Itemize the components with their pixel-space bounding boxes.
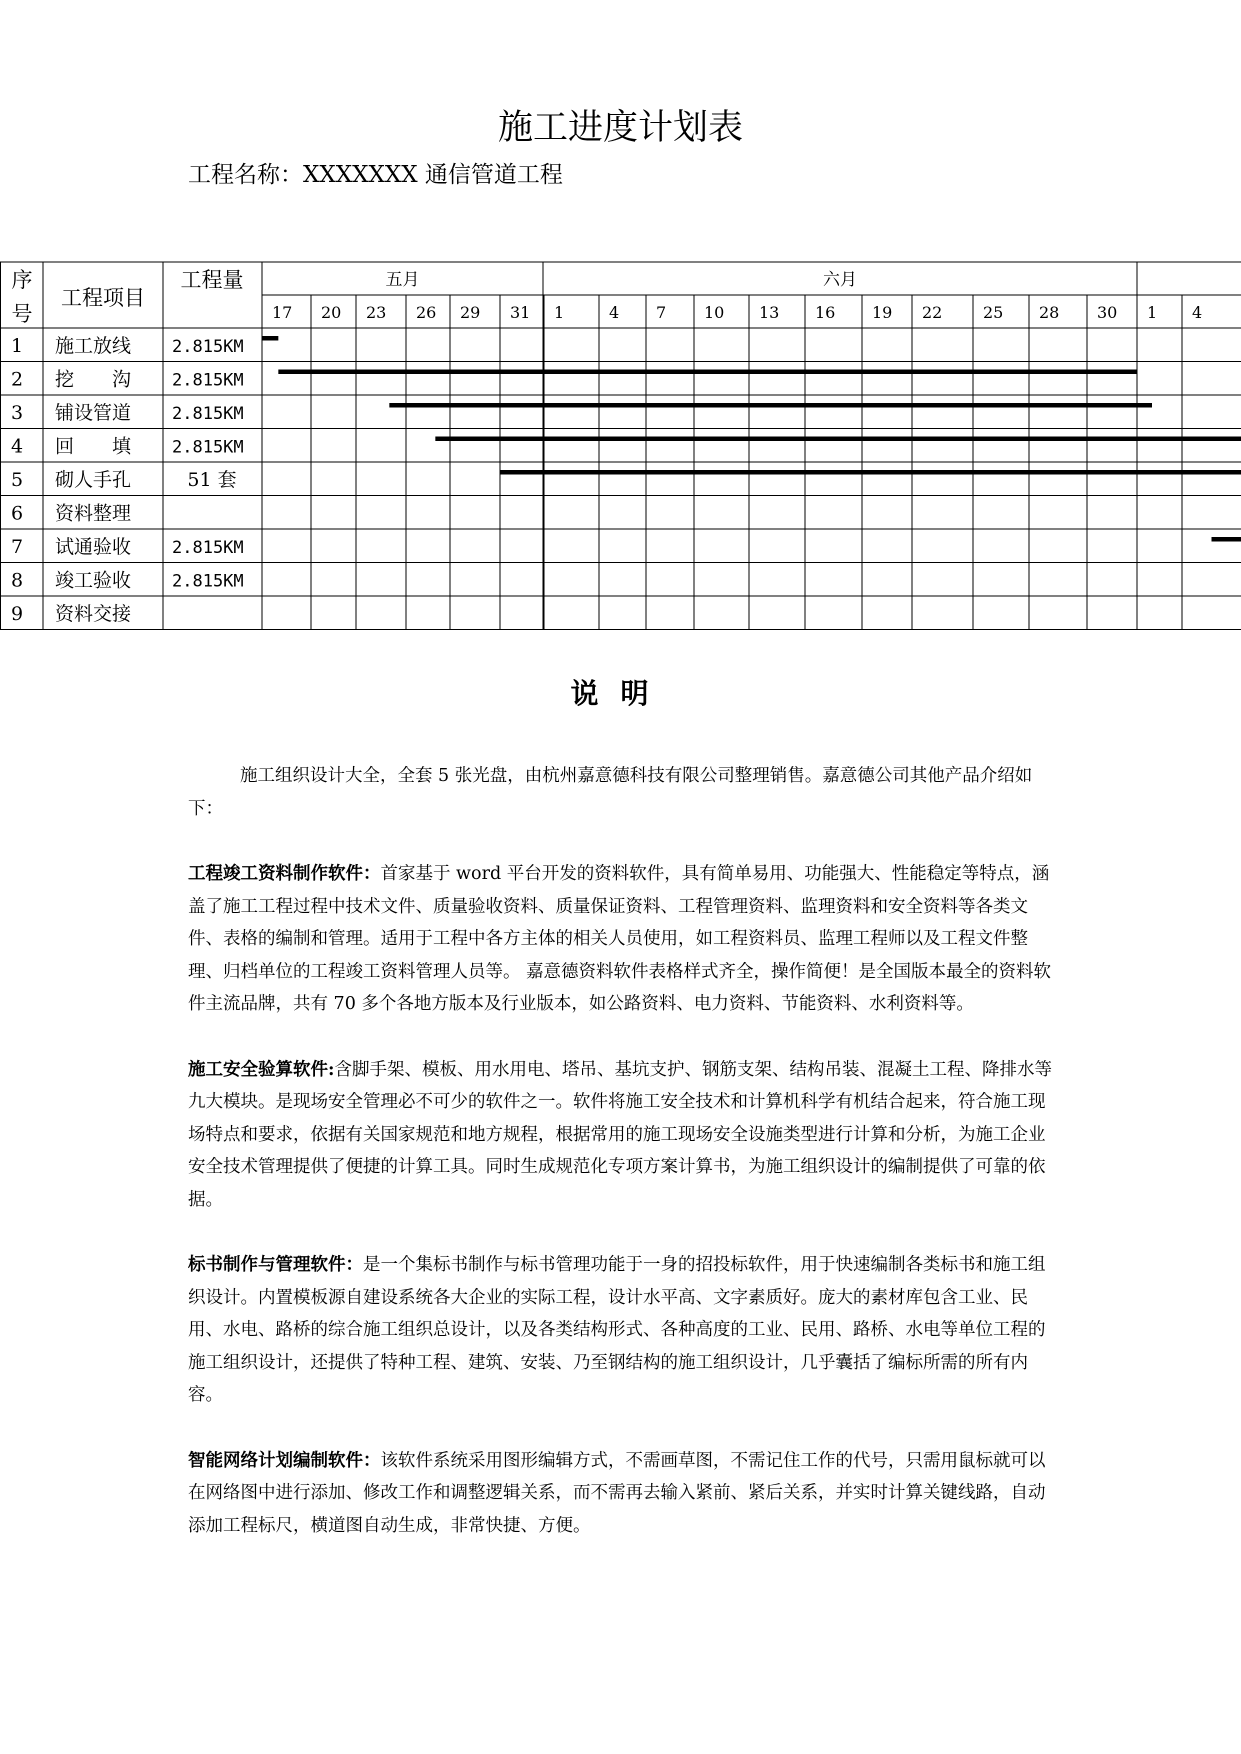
day-label: 17 [272, 303, 293, 322]
row-number: 8 [11, 569, 24, 592]
row-number: 7 [11, 535, 24, 558]
row-number: 5 [11, 468, 24, 491]
day-label: 16 [815, 303, 836, 322]
row-number: 4 [11, 435, 24, 458]
day-label: 31 [510, 303, 531, 322]
row-quantity: 51 套 [187, 468, 237, 491]
header-item-label: 工程项目 [61, 286, 145, 310]
row-item: 资料整理 [55, 502, 132, 525]
day-label: 22 [922, 303, 943, 322]
month-label: 六月 [823, 270, 857, 290]
section-completion-software [188, 858, 1054, 1021]
row-number: 6 [11, 502, 24, 525]
header-seq-label: 号 [11, 302, 33, 326]
row-quantity: 2.815KM [172, 537, 244, 558]
row-item: 回 填 [55, 435, 132, 458]
day-label: 1 [554, 303, 565, 322]
day-label: 13 [759, 303, 780, 322]
day-label: 4 [1192, 303, 1203, 322]
notes-intro: 施工组织设计大全，全套 5 张光盘，由杭州嘉意德科技有限公司整理销售。嘉意德公司其他产品介绍如下： [188, 766, 1033, 819]
section-name: 标书制作与管理软件： [188, 1255, 363, 1275]
notes-heading: 说明 [570, 677, 671, 710]
section-bid-software [188, 1249, 1054, 1412]
section-name: 工程竣工资料制作软件： [188, 864, 381, 884]
section-text: 该软件系统采用图形编辑方式，不需画草图，不需记住工作的代号，只需用鼠标就可以在网络图中进行添加、修改工作和调整逻辑关系，而不需再去输入紧前、紧后关系，并实时计算关键线路，自动添加工程标尺，横道图自动生成，非常快捷、方便。 [188, 1450, 1046, 1536]
row-number: 2 [11, 368, 24, 391]
day-label: 4 [609, 303, 620, 322]
row-item: 铺设管道 [55, 401, 132, 424]
project-name: 工程名称：XXXXXXX 通信管道工程 [188, 162, 563, 188]
row-quantity: 2.815KM [172, 370, 244, 391]
page-title: 施工进度计划表 [497, 108, 743, 148]
row-item: 试通验收 [55, 535, 132, 558]
day-label: 26 [416, 303, 437, 322]
gantt-chart [0, 260, 1241, 631]
day-label: 20 [321, 303, 342, 322]
header-seq-label: 序 [11, 268, 33, 292]
gantt-bar [278, 370, 1137, 375]
section-text: 含脚手架、模板、用水用电、塔吊、基坑支护、钢筋支架、结构吊装、混凝土工程、降排水等九大模块。是现场安全管理必不可少的软件之一。软件将施工安全技术和计算机科学有机结合起来，符合施工现场特点和要求，依据有关国家规范和地方规程，根据常用的施工现场安全设施类型进行计算和分析，为施工企业安全技术管理提供了便捷的计算工具。同时生成规范化专项方案计算书，为施工组织设计的编制提供了可靠的依据。 [188, 1059, 1052, 1210]
day-label: 25 [983, 303, 1004, 322]
row-number: 1 [11, 334, 24, 357]
day-label: 10 [704, 303, 725, 322]
day-label: 1 [1147, 303, 1158, 322]
month-label: 五月 [385, 270, 420, 290]
section-name: 智能网络计划编制软件： [188, 1450, 381, 1471]
row-number: 3 [11, 401, 24, 424]
day-label: 28 [1039, 303, 1060, 322]
row-quantity: 2.815KM [172, 437, 244, 458]
day-label: 23 [366, 303, 387, 322]
row-item: 竣工验收 [55, 569, 132, 592]
row-item: 施工放线 [55, 334, 132, 357]
row-item: 挖 沟 [55, 368, 132, 391]
gantt-bar [500, 470, 1241, 475]
gantt-bar [262, 336, 278, 341]
gantt-bar [435, 437, 1241, 442]
section-name: 施工安全验算软件: [188, 1059, 335, 1080]
row-quantity: 2.815KM [172, 403, 244, 424]
notes-body [188, 760, 1054, 1542]
day-label: 7 [656, 303, 667, 322]
section-text: 首家基于 word 平台开发的资料软件，具有简单易用、功能强大、性能稳定等特点，涵盖了施工工程过程中技术文件、质量验收资料、质量保证资料、工程管理资料、监理资料和安全资料等各类文件、表格的编制和管理。适用于工程中各方主体的相关人员使用，如工程资料员、监理工程师以及工程文件整理、归档单位的工程竣工资料管理人员等。 嘉意德资料软件表格样式齐全，操作简便！是全国版本最全的资料软件主流品牌，共有 70 多个各地方版本及行业版本，如公路资料、电力资料、节能资料、水利资料等。 [188, 864, 1052, 1014]
header-qty-label: 工程量 [180, 268, 244, 292]
section-text: 是一个集标书制作与标书管理功能于一身的招投标软件，用于快速编制各类标书和施工组织设计。内置模板源自建设系统各大企业的实际工程，设计水平高、文字素质好。庞大的素材库包含工业、民用、水电、路桥的综合施工组织总设计，以及各类结构形式、各种高度的工业、民用、路桥、水电等单位工程的施工组织设计，还提供了特种工程、建筑、安装、乃至钢结构的施工组织设计，几乎囊括了编标所需的所有内容。 [188, 1255, 1046, 1405]
gantt-bar [389, 403, 1152, 408]
gantt-bar [1212, 537, 1241, 542]
row-quantity: 2.815KM [172, 571, 244, 592]
day-label: 30 [1097, 303, 1118, 322]
schedule-table [0, 260, 1241, 631]
section-network-plan-software [188, 1445, 1054, 1543]
section-safety-software [188, 1054, 1054, 1217]
day-label: 19 [872, 303, 893, 322]
day-label: 29 [460, 303, 481, 322]
row-number: 9 [11, 602, 24, 625]
row-item: 砌人手孔 [55, 468, 132, 491]
row-quantity: 2.815KM [172, 336, 244, 357]
row-item: 资料交接 [55, 602, 132, 625]
